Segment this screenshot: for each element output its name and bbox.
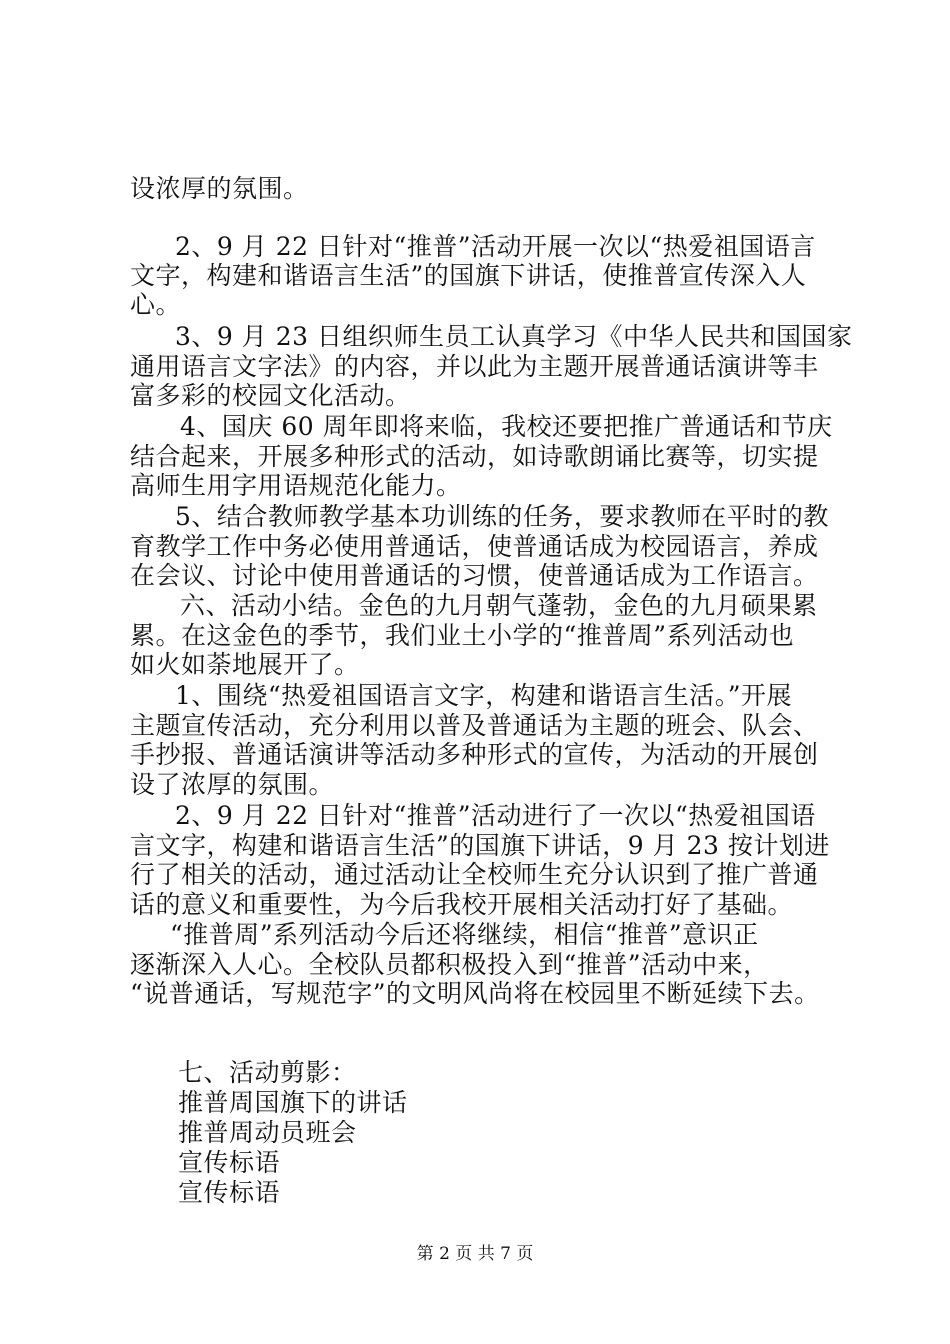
photo-caption: 宣传标语 [178,1178,281,1207]
text-line: 4、国庆 60 周年即将来临，我校还要把推广普通话和节庆 [180,412,833,441]
text-line: 主题宣传活动，充分利用以普及普通话为主题的班会、队会、 [130,711,819,740]
text-line: 设浓厚的氛围。 [130,174,309,203]
text-line: “说普通话，写规范字”的文明风尚将在校园里不断延续下去。 [130,979,820,1008]
text-line: 言文字，构建和谐语言生活”的国旗下讲话，9 月 23 按计划进 [130,831,830,860]
photo-caption: 推普周国旗下的讲话 [178,1088,408,1117]
text-line: 育教学工作中务必使用普通话，使普通话成为校园语言，养成 [130,532,819,561]
text-line: 心。 [130,290,182,319]
text-line: 手抄报、普通话演讲等活动多种形式的宣传，为活动的开展创 [130,740,819,769]
page-number: 第 2 页 共 7 页 [416,1244,534,1264]
text-line: 2、9 月 22 日针对“推普”活动开展一次以“热爱祖国语言 [175,232,816,261]
text-line: 3、9 月 23 日组织师生员工认真学习《中华人民共和国国家 [175,322,853,351]
text-line: 富多彩的校园文化活动。 [130,381,411,410]
text-line: 逐渐深入人心。全校队员都积极投入到“推普”活动中来， [130,950,769,979]
text-line: 2、9 月 22 日针对“推普”活动进行了一次以“热爱祖国语 [175,801,816,830]
text-line: 行了相关的活动，通过活动让全校师生充分认识到了推广普通 [130,860,819,889]
text-line: 高师生用字用语规范化能力。 [130,471,462,500]
photo-caption: 宣传标语 [178,1148,281,1177]
text-line: 在会议、讨论中使用普通话的习惯，使普通话成为工作语言。 [130,561,819,590]
section-heading: 七、活动剪影： [178,1058,357,1087]
text-line: 如火如荼地展开了。 [130,650,360,679]
text-line: 通用语言文字法》的内容，并以此为主题开展普通话演讲等丰 [130,352,819,381]
text-line: 设了浓厚的氛围。 [130,770,335,799]
text-line: 5、结合教师教学基本功训练的任务，要求教师在平时的教 [175,502,829,531]
text-line: 累。在这金色的季节，我们业土小学的“推普周”系列活动也 [130,621,795,650]
text-line: 1、围绕“热爱祖国语言文字，构建和谐语言生活。”开展 [175,681,792,710]
text-line: 结合起来，开展多种形式的活动，如诗歌朗诵比赛等，切实提 [130,442,819,471]
text-line: 话的意义和重要性，为今后我校开展相关活动打好了基础。 [130,890,794,919]
text-line: 六、活动小结。金色的九月朝气蓬勃，金色的九月硕果累 [180,591,818,620]
text-line: “推普周”系列活动今后还将继续，相信“推普”意识正 [170,920,759,949]
text-line: 文字，构建和谐语言生活”的国旗下讲话，使推普宣传深入人 [130,261,807,290]
photo-caption: 推普周动员班会 [178,1118,357,1147]
